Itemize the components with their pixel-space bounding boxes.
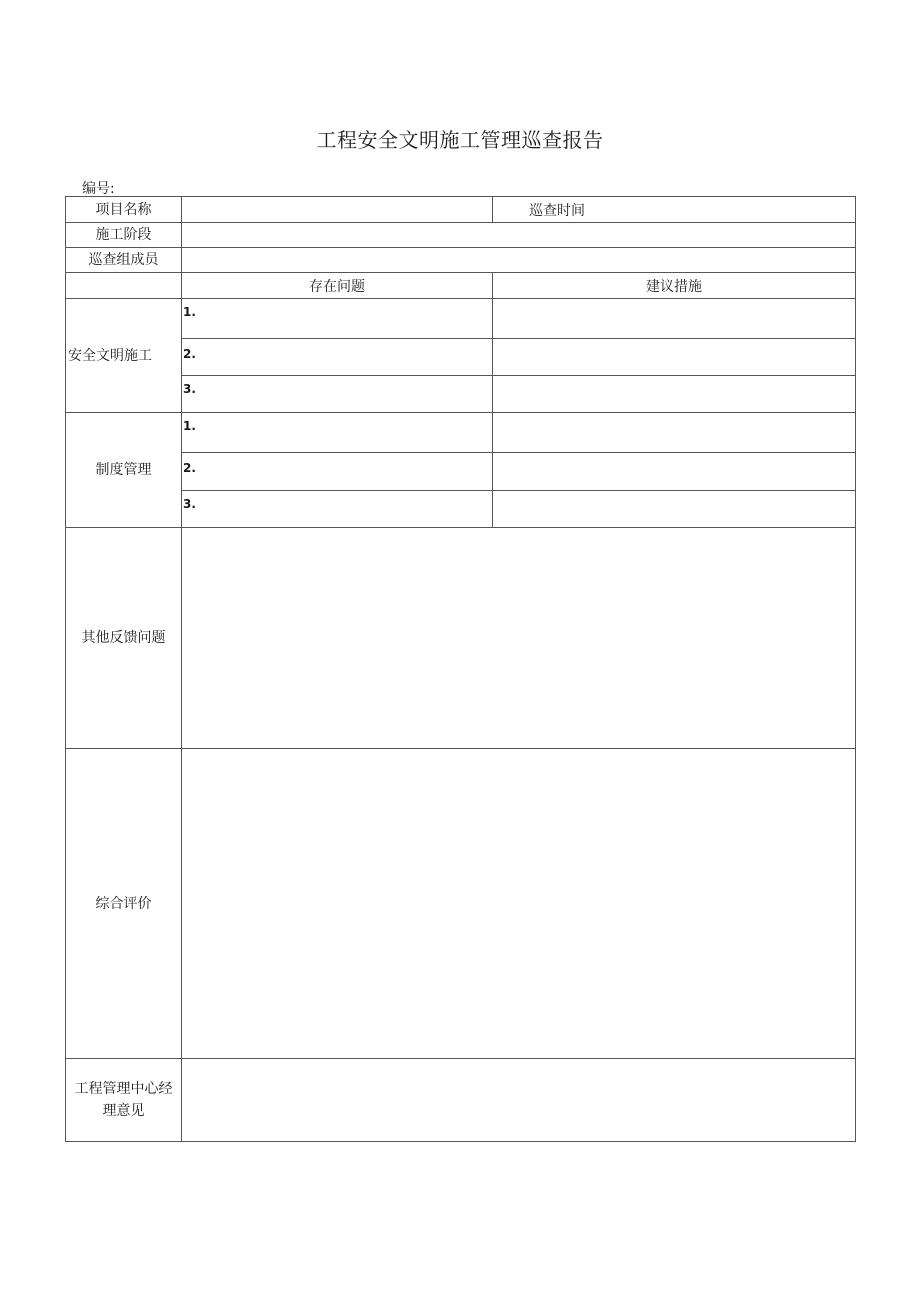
- team-members-field[interactable]: [182, 248, 856, 273]
- system-issue-1[interactable]: 1.: [182, 413, 493, 453]
- row-other-feedback: [66, 528, 856, 749]
- row-manager-opinion: [66, 1059, 856, 1142]
- manager-opinion-label: [66, 1059, 182, 1142]
- manager-opinion-field[interactable]: [182, 1059, 856, 1142]
- overall-evaluation-field[interactable]: [182, 749, 856, 1059]
- construction-stage-field[interactable]: [182, 223, 856, 248]
- overall-evaluation-label: 综合评价: [66, 749, 182, 1059]
- system-measure-1[interactable]: [493, 413, 856, 453]
- section-safety-row-3: [66, 376, 856, 413]
- system-measure-3[interactable]: [493, 491, 856, 528]
- system-issue-2[interactable]: 2.: [182, 453, 493, 491]
- other-feedback-label: 其他反馈问题: [66, 528, 182, 749]
- row-overall-evaluation: [66, 749, 856, 1059]
- safety-issue-3[interactable]: 3.: [182, 376, 493, 413]
- safety-measure-3[interactable]: [493, 376, 856, 413]
- inspection-report-table: [65, 196, 856, 1142]
- system-measure-2[interactable]: [493, 453, 856, 491]
- row-column-headers: [66, 273, 856, 299]
- section-system-row-3: [66, 491, 856, 528]
- row-construction-stage: [66, 223, 856, 248]
- safety-measure-2[interactable]: [493, 339, 856, 376]
- section-safety-row-1: [66, 299, 856, 339]
- column-header-measures: 建议措施: [493, 273, 856, 299]
- safety-issue-2[interactable]: 2.: [182, 339, 493, 376]
- project-name-label: 项目名称: [66, 197, 182, 223]
- row-project-name: [66, 197, 856, 223]
- system-issue-3[interactable]: 3.: [182, 491, 493, 528]
- project-name-field[interactable]: [182, 197, 493, 223]
- serial-number-label: 编号:: [82, 181, 115, 197]
- safety-issue-1[interactable]: 1.: [182, 299, 493, 339]
- manager-opinion-label-line2: 理意见: [102, 1103, 145, 1119]
- column-header-issues: 存在问题: [182, 273, 493, 299]
- manager-opinion-label-line1: 工程管理中心经: [74, 1081, 173, 1097]
- construction-stage-label: 施工阶段: [66, 223, 182, 248]
- section-label-system: 制度管理: [66, 413, 182, 528]
- page-title: 工程安全文明施工管理巡查报告: [316, 128, 604, 152]
- header-empty-cell: [66, 273, 182, 299]
- section-label-safety: 安全文明施工: [66, 299, 182, 413]
- section-system-row-1: [66, 413, 856, 453]
- safety-measure-1[interactable]: [493, 299, 856, 339]
- section-system-row-2: [66, 453, 856, 491]
- inspection-time-label: 巡查时间: [493, 197, 856, 223]
- team-members-label: 巡查组成员: [66, 248, 182, 273]
- row-team-members: [66, 248, 856, 273]
- other-feedback-field[interactable]: [182, 528, 856, 749]
- section-safety-row-2: [66, 339, 856, 376]
